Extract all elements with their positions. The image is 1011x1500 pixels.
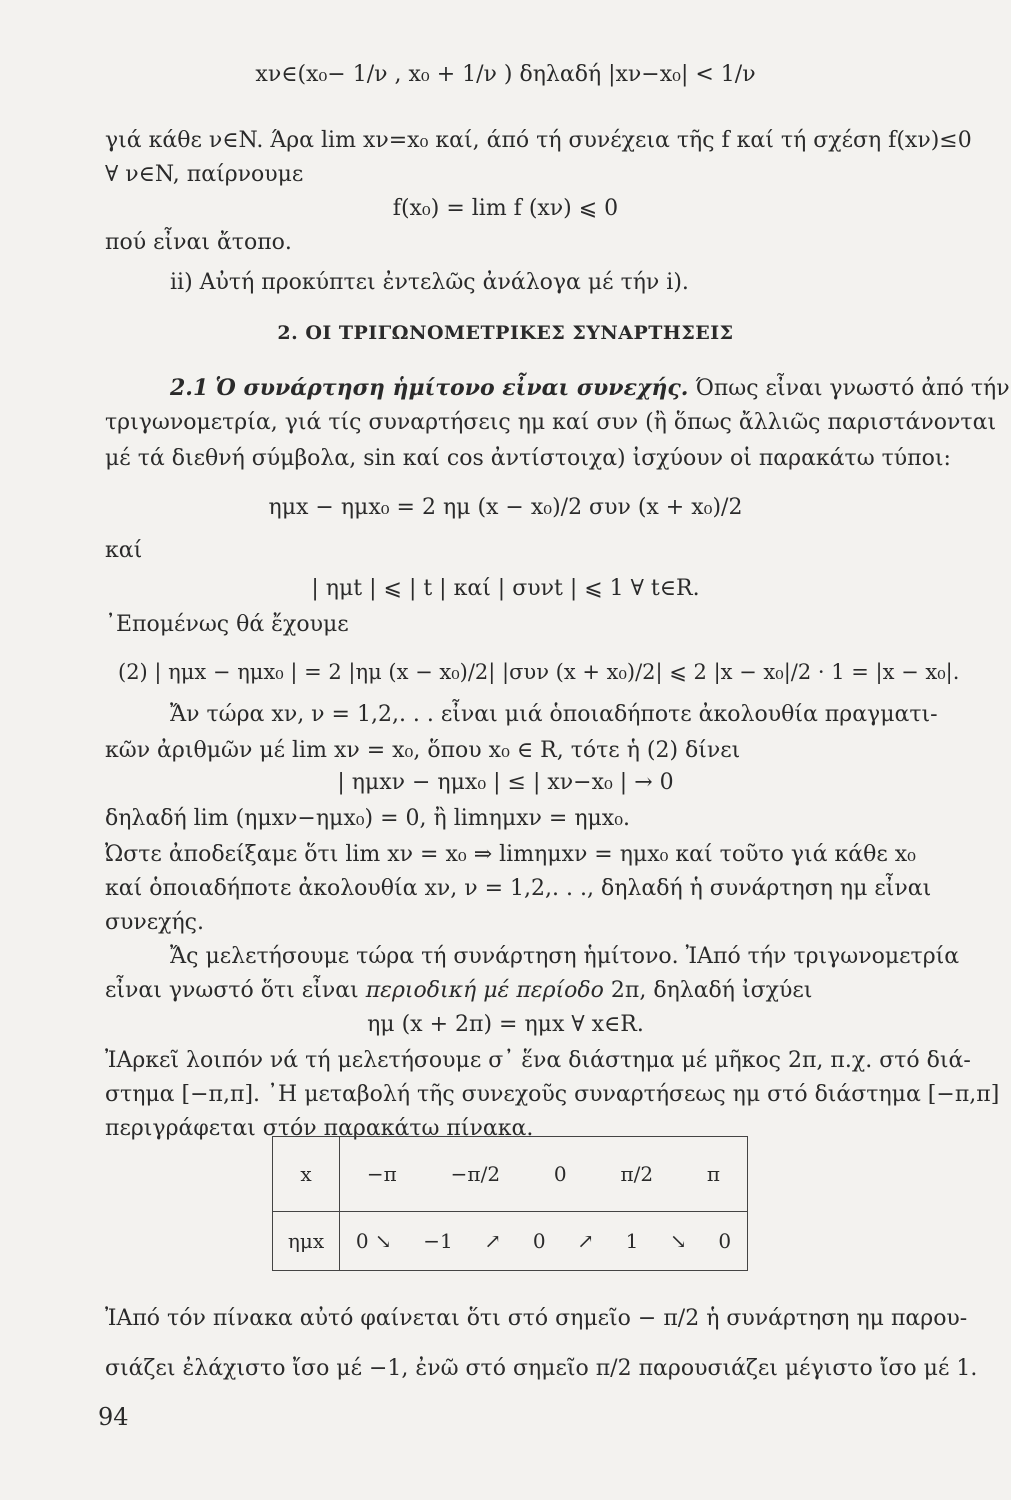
formula-interval: xν∈(x₀− 1/ν , x₀ + 1/ν ) δηλαδή |xν−x₀| < 1/ν <box>255 62 756 87</box>
italic-phrase: περιοδική μέ περίοδο <box>365 978 604 1003</box>
subsection-number: 2.1 <box>170 375 209 401</box>
formula-convergence: | ημxν − ημx₀ | ≤ | xν−x₀ | → 0 <box>337 770 674 795</box>
text-line: ἸΑρκεῖ λοιπόν νά τή μελετήσουμε σ᾿ ἕνα διάστημα μέ μῆκος 2π, π.χ. στό διά- <box>105 1048 971 1073</box>
text-line: δηλαδή lim (ημxν−ημx₀) = 0, ἢ limημxν = ημx₀. <box>105 806 631 831</box>
formula-periodicity: ημ (x + 2π) = ημx ∀ x∈R. <box>367 1012 644 1037</box>
formula-limit: f(x₀) = lim f (xν) ⩽ 0 <box>392 196 619 221</box>
text-line: ἸΑπό τόν πίνακα αὐτό φαίνεται ὅτι στό σημεῖο − π/2 ἡ συνάρτηση ημ παρου- <box>105 1306 968 1331</box>
subsection-title: Ὁ συνάρτηση ἡμίτονο εἶναι συνεχής. <box>215 375 689 401</box>
table-value: 1 <box>625 1229 639 1253</box>
table-value: −π/2 <box>450 1162 501 1186</box>
text-line: Ἄς μελετήσουμε τώρα τή συνάρτηση ἡμίτονο. ἸΑπό τήν τριγωνομετρία <box>170 944 960 969</box>
text-fragment: 2π, δηλαδή ἰσχύει <box>610 978 813 1003</box>
formula-bounds: | ημt | ⩽ | t | καί | συνt | ⩽ 1 ∀ t∈R. <box>311 576 700 601</box>
arrow-up-icon: ↗ <box>484 1229 502 1253</box>
section-heading: 2. ΟΙ ΤΡΙΓΩΝΟΜΕΤΡΙΚΕΣ ΣΥΝΑΡΤΗΣΕΙΣ <box>277 322 734 344</box>
text-line: Ὠστε ἀποδείξαμε ὅτι lim xν = x₀ ⇒ limημxν = ημx₀ καί τοῦτο γιά κάθε x₀ <box>105 842 916 867</box>
table-value: −1 <box>423 1229 453 1253</box>
text-fragment: εἶναι γνωστό ὅτι εἶναι <box>105 978 359 1003</box>
table-cell <box>340 1212 748 1271</box>
table-value: 0 <box>553 1162 567 1186</box>
text-line: συνεχής. <box>105 910 204 935</box>
text-line: σιάζει ἐλάχιστο ἴσο μέ −1, ἐνῶ στό σημεῖο π/2 παρουσιάζει μέγιστο ἴσο μέ 1. <box>105 1356 978 1381</box>
table-value: 0 <box>532 1229 546 1253</box>
table-value: 0 <box>718 1229 732 1253</box>
formula-inequality-2: (2) | ημx − ημx₀ | = 2 |ημ (x − x₀)/2| |συν (x + x₀)/2| ⩽ 2 |x − x₀|/2 · 1 = |x − x₀|. <box>118 660 960 684</box>
text-line: καί ὁποιαδήποτε ἀκολουθία xν, ν = 1,2,. . ., δηλαδή ἡ συνάρτηση ημ εἶναι <box>105 876 932 901</box>
text-line: στημα [−π,π]. ᾿Η μεταβολή τῆς συνεχοῦς συναρτήσεως ημ στό διάστημα [−π,π] <box>105 1082 1000 1107</box>
arrow-up-icon: ↗ <box>577 1229 594 1253</box>
table-row <box>273 1137 748 1212</box>
page-number: 94 <box>98 1403 129 1431</box>
text-line: πού εἶναι ἄτοπο. <box>105 230 292 255</box>
text-fragment: Όπως εἶναι γνωστό ἀπό τήν <box>695 376 1010 401</box>
text-line <box>105 978 812 1003</box>
text-line: κῶν ἀριθμῶν μέ lim xν = x₀, ὅπου x₀ ∈ R, τότε ἡ (2) δίνει <box>105 738 741 763</box>
text-line: ᾿Επομένως θά ἔχουμε <box>105 612 349 637</box>
table-row <box>273 1212 748 1271</box>
table-value: π <box>706 1162 721 1186</box>
subsection-line <box>170 375 1010 401</box>
table-cell <box>340 1137 748 1212</box>
table-value: −π <box>366 1162 397 1186</box>
table-row-label: ημx <box>273 1212 340 1271</box>
text-line: ii) Αὐτή προκύπτει ἐντελῶς ἀνάλογα μέ τήν i). <box>170 270 689 295</box>
table-row-label: x <box>273 1137 340 1212</box>
text-line: καί <box>105 538 143 563</box>
table-value: 0 ↘ <box>355 1229 392 1253</box>
text-line: γιά κάθε ν∈N. Άρα lim xν=x₀ καί, άπό τή συνέχεια τῆς f καί τή σχέση f(xν)≤0 <box>105 128 972 153</box>
arrow-down-icon: ↘ <box>669 1229 687 1253</box>
text-line: Ἄν τώρα xν, ν = 1,2,. . . εἶναι μιά ὁποιαδήποτε ἀκολουθία πραγματι- <box>170 702 938 727</box>
text-line: μέ τά διεθνή σύμβολα, sin καί cos ἀντίστοιχα) ἰσχύουν οἱ παρακάτω τύποι: <box>105 446 951 471</box>
text-line: ∀ ν∈N, παίρνουμε <box>105 162 304 187</box>
variation-table <box>272 1136 748 1271</box>
text-line: τριγωνομετρία, γιά τίς συναρτήσεις ημ καί συν (ἢ ὅπως ἄλλιῶς παριστάνονται <box>105 410 997 435</box>
table-value: π/2 <box>620 1162 654 1186</box>
formula-sin-difference: ημx − ημx₀ = 2 ημ (x − x₀)/2 συν (x + x₀)/2 <box>268 495 743 520</box>
text-line: περιγράφεται στόν παρακάτω πίνακα. <box>105 1116 534 1141</box>
